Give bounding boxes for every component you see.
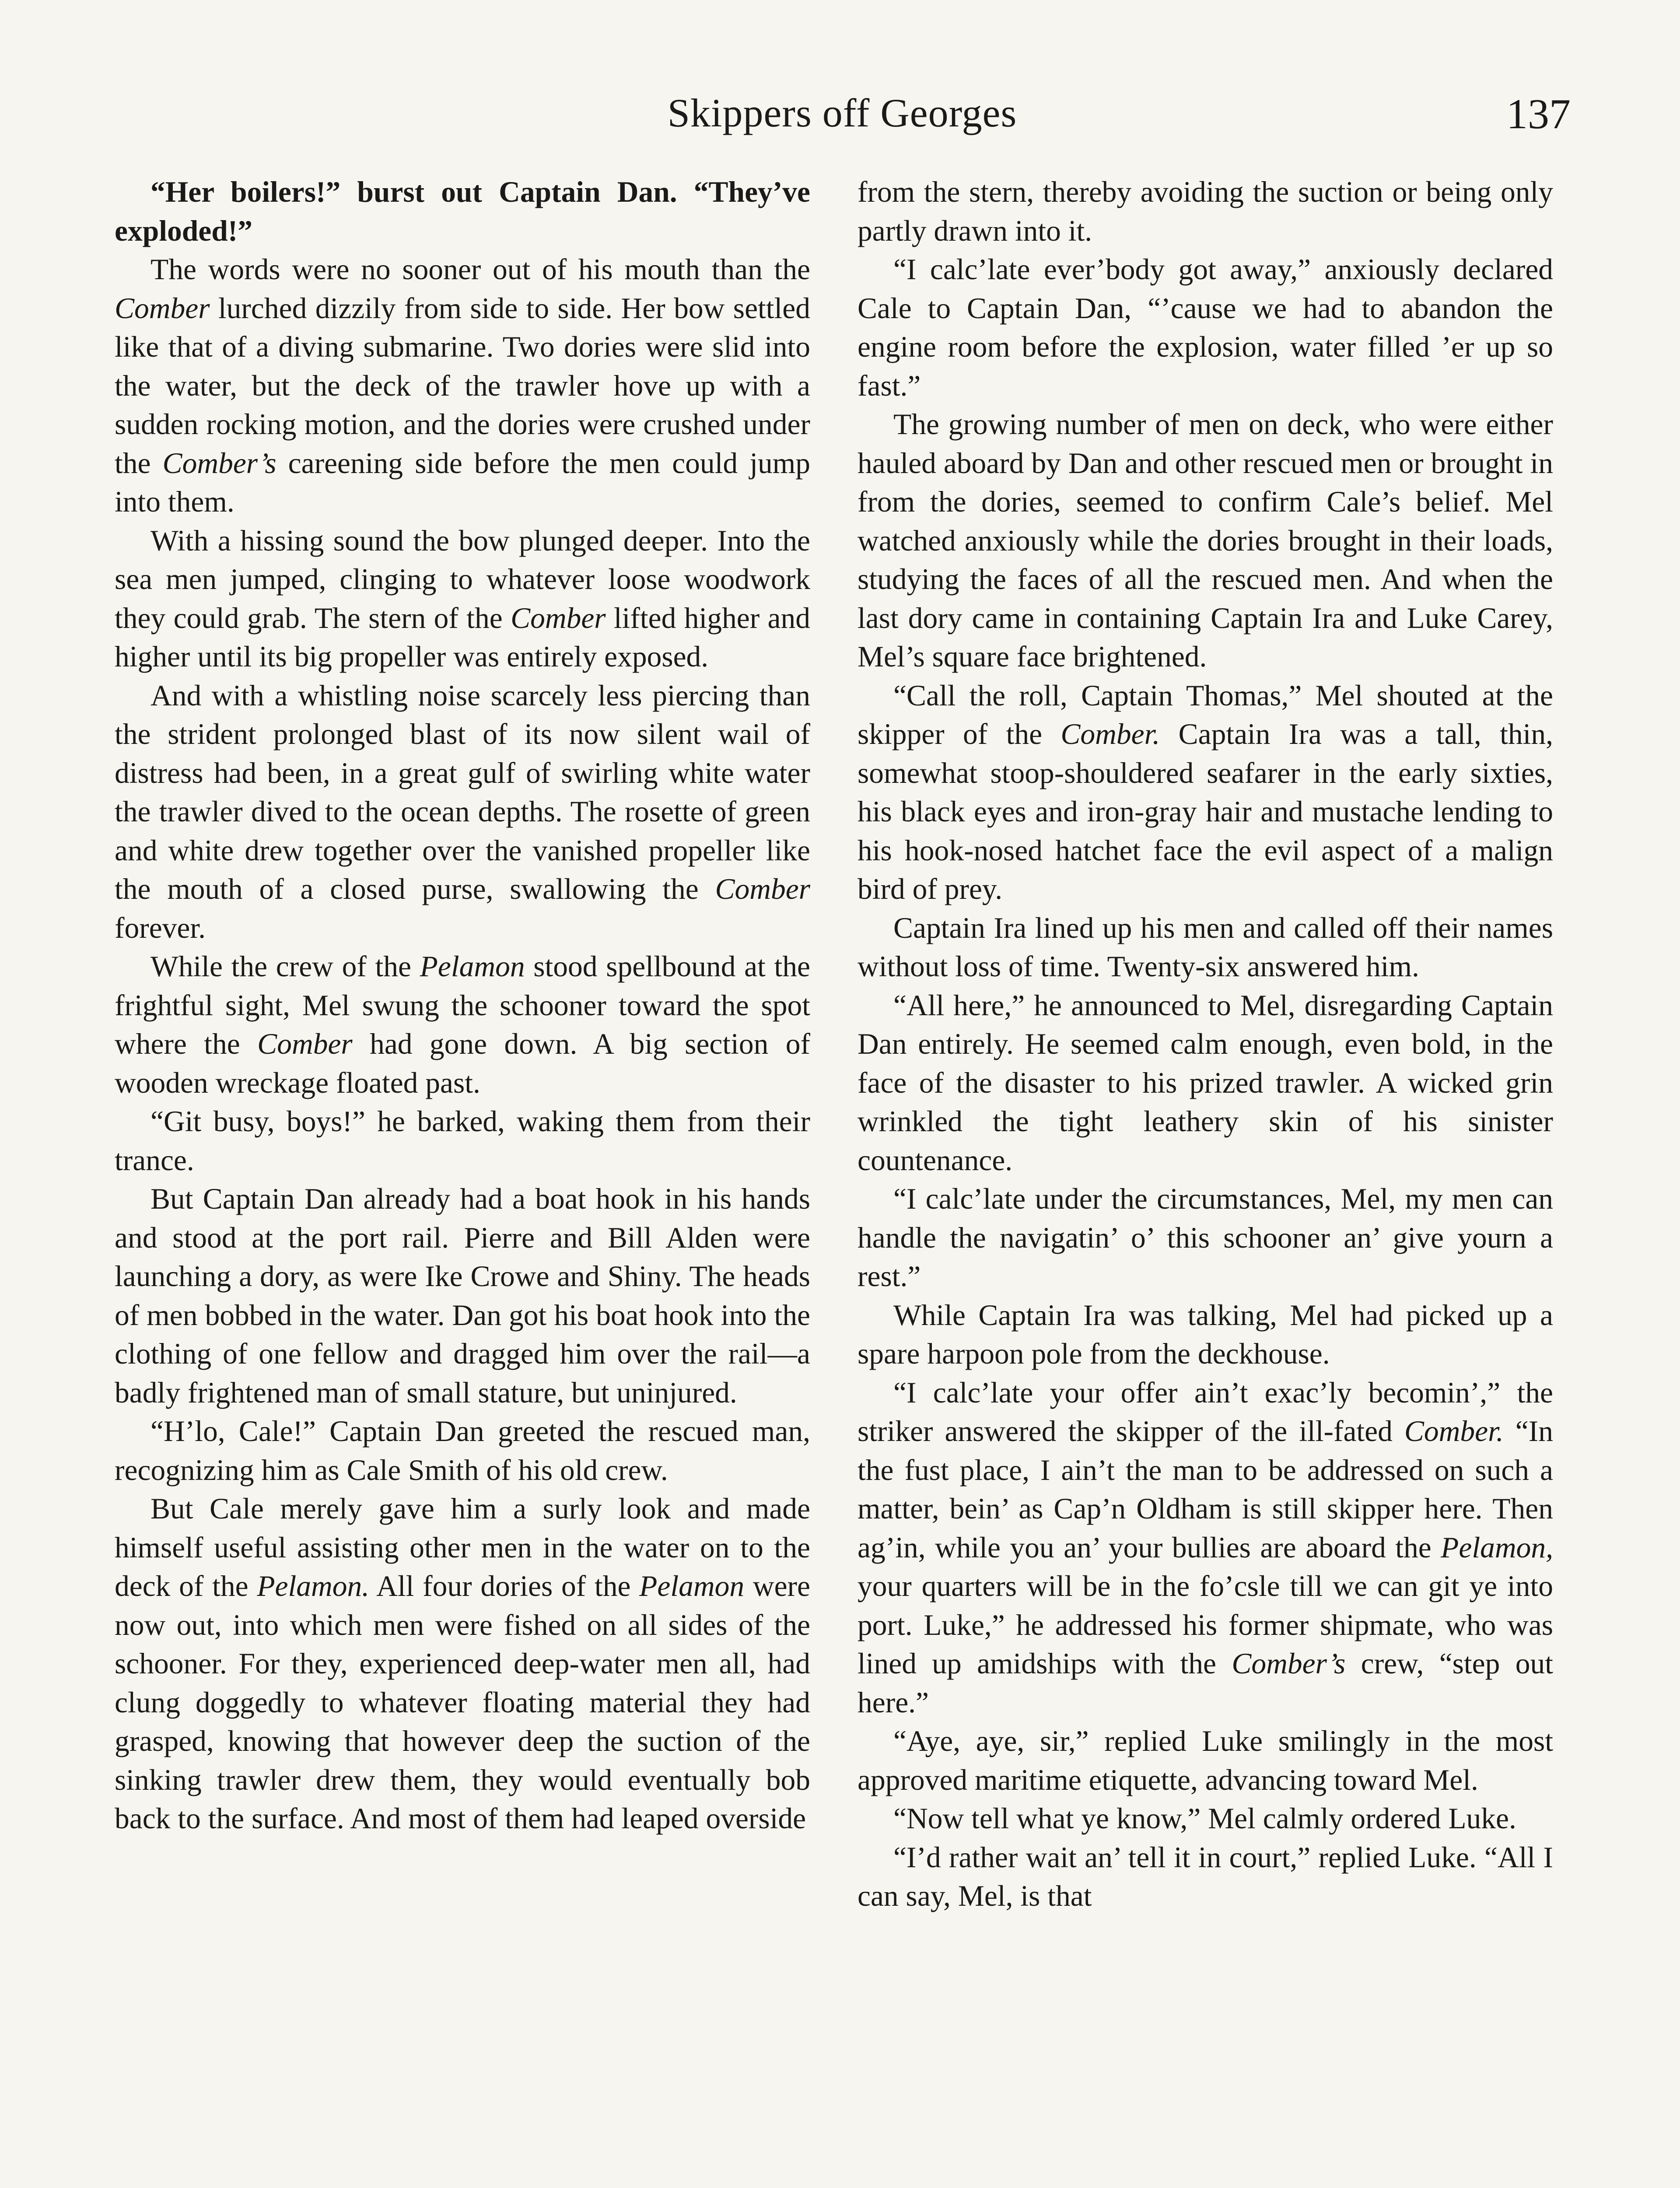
- left-text-column: [115, 173, 810, 1838]
- ship-name: Comber: [511, 601, 606, 635]
- ship-name: Comber’s: [1232, 1647, 1346, 1680]
- ship-name: Comber: [715, 873, 810, 905]
- text-run: had gone down. A big section of wooden wreckage floated past.: [115, 1027, 811, 1099]
- text-run: “Her boilers!” burst out Captain Dan. “They’ve exploded!”: [115, 175, 810, 247]
- text-run: But Captain Dan already had a boat hook in his hands and stood at the port rail. Pierre and Bill Alden were launching a dory, as were Ike Crowe and Shiny. The heads of men bobbed in the water. Dan got his boat hook into the clothing of one fellow and dragged him over the rail—a badly frightened man of small stature, but uninjured.: [115, 1182, 810, 1409]
- paragraph: [115, 1490, 810, 1838]
- right-text-column: [858, 173, 1553, 1916]
- ship-name: Pelamon: [420, 950, 525, 983]
- paragraph: [858, 1838, 1553, 1916]
- paragraph: [858, 909, 1553, 986]
- text-run: “Call the roll, Captain Thomas,” Mel shouted at the skipper of the: [858, 679, 1553, 750]
- ship-name: Comber’s: [162, 446, 276, 480]
- text-run: “I calc’late ever’body got away,” anxiously declared Cale to Captain Dan, “’cause we had to abandon the engine room before the explosion, water filled ’er up so fast.”: [858, 253, 1553, 402]
- ship-name: Comber: [115, 291, 210, 325]
- text-run: “Now tell what ye know,” Mel calmly ordered Luke.: [893, 1802, 1516, 1835]
- paragraph: [858, 1374, 1553, 1722]
- paragraph: [858, 1296, 1553, 1374]
- paragraph: [858, 405, 1553, 677]
- paragraph: [858, 1722, 1553, 1799]
- text-run: With a hissing sound the bow plunged deeper. Into the sea men jumped, clinging to whatever loose woodwork they could grab. The stern of the: [115, 524, 810, 635]
- text-run: lifted higher and higher until its big propeller was entirely exposed.: [115, 601, 810, 673]
- text-run: “H’lo, Cale!” Captain Dan greeted the rescued man, recognizing him as Cale Smith of his old crew.: [115, 1415, 810, 1487]
- text-run: Captain Ira lined up his men and called off their names without loss of time. Twenty-six answered him.: [858, 911, 1553, 983]
- ship-name: Comber: [257, 1027, 353, 1060]
- paragraph: [858, 250, 1553, 405]
- paragraph: [115, 677, 810, 948]
- ship-name: Comber.: [1404, 1415, 1504, 1448]
- text-run: “I’d rather wait an’ tell it in court,” replied Luke. “All I can say, Mel, is that: [858, 1841, 1553, 1912]
- ship-name: Comber.: [1060, 718, 1160, 750]
- page-header: [114, 77, 1571, 147]
- text-run: The growing number of men on deck, who were either hauled aboard by Dan and other rescued men or brought in from the dories, seemed to confirm Cale’s belief. Mel watched anxiously while the dories brought in their loads, studying the faces of all the rescued men. And when the last dory came in containing Captain Ira and Luke Carey, Mel’s square face brightened.: [858, 408, 1553, 673]
- paragraph: [115, 1102, 810, 1180]
- paragraph: [858, 1180, 1553, 1296]
- text-run: While Captain Ira was talking, Mel had picked up a spare harpoon pole from the deckhouse.: [858, 1298, 1553, 1370]
- text-run: While the crew of the: [150, 950, 420, 983]
- paragraph: [115, 1412, 810, 1490]
- text-run: “I calc’late under the circumstances, Mel, my men can handle the navigatin’ o’ this schooner an’ give yourn a rest.”: [858, 1182, 1553, 1293]
- text-run: And with a whistling noise scarcely less piercing than the strident prolonged blast of its now silent wail of distress had been, in a great gulf of swirling white water the trawler dived to the ocean depths. The rosette of green and white drew together over the vanished propeller like the mouth of a closed purse, swallowing the: [115, 679, 810, 905]
- ship-name: Pelamon.: [257, 1570, 370, 1602]
- text-run: crew, “step out here.”: [858, 1647, 1553, 1719]
- text-run: were now out, into which men were fished on all sides of the schooner. For they, experienced deep-water men all, had clung doggedly to whatever floating material they had grasped, knowing that however deep the suction of the sinking trawler drew them, they would eventually bob back to the surface. And most of them had leaped overside: [115, 1570, 810, 1835]
- paragraph: [858, 986, 1553, 1180]
- paragraph: [858, 1799, 1553, 1838]
- page-number: 137: [1506, 91, 1571, 138]
- paragraph: [858, 173, 1553, 250]
- text-run: “All here,” he announced to Mel, disregarding Captain Dan entirely. He seemed calm enough, even bold, in the face of the disaster to his prized trawler. A wicked grin wrinkled the tight leathery skin of his sinister countenance.: [858, 989, 1553, 1177]
- text-run: forever.: [115, 911, 206, 944]
- running-head: Skippers off Georges: [667, 91, 1017, 135]
- text-run: careening side before the men could jump into them.: [115, 446, 810, 518]
- text-run: stood spellbound at the frightful sight, Mel swung the schooner toward the spot where the: [115, 950, 811, 1060]
- ship-name: Pelamon,: [1441, 1531, 1553, 1564]
- paragraph: [115, 522, 810, 677]
- paragraph: [115, 1180, 810, 1412]
- text-run: “Aye, aye, sir,” replied Luke smilingly in the most approved maritime etiquette, advancing toward Mel.: [858, 1725, 1553, 1796]
- text-run: your quarters will be in the fo’csle till we can git ye into port. Luke,” he addressed his former shipmate, who was lined up amidships with the: [858, 1570, 1553, 1680]
- text-run: “I calc’late your offer ain’t exac’ly becomin’,” the striker answered the skipper of the ill-fated: [858, 1376, 1553, 1448]
- text-run: All four dories of the: [369, 1570, 640, 1602]
- paragraph: [115, 947, 810, 1102]
- ship-name: Pelamon: [639, 1570, 745, 1602]
- paragraph: [115, 250, 810, 522]
- text-run: “In the fust place, I ain’t the man to be addressed on such a matter, bein’ as Cap’n Oldham is still skipper here. Then ag’in, while you an’ your bullies are aboard the: [858, 1415, 1553, 1564]
- text-run: from the stern, thereby avoiding the suction or being only partly drawn into it.: [858, 175, 1553, 247]
- paragraph: [115, 173, 810, 250]
- text-run: The words were no sooner out of his mouth than the: [150, 253, 810, 286]
- text-run: “Git busy, boys!” he barked, waking them from their trance.: [115, 1105, 810, 1177]
- text-run: lurched dizzily from side to side. Her bow settled like that of a diving submarine. Two dories were slid into the water, but the deck of the trawler hove up with a sudden rocking motion, and the dories were crushed under the: [115, 291, 810, 480]
- text-run: Captain Ira was a tall, thin, somewhat stoop-shouldered seafarer in the early sixties, his black eyes and iron-gray hair and mustache lending to his hook-nosed hatchet face the evil aspect of a malign bird of prey.: [858, 718, 1554, 905]
- paragraph: [858, 677, 1553, 909]
- text-run: But Cale merely gave him a surly look and made himself useful assisting other men in the water on to the deck of the: [115, 1492, 810, 1602]
